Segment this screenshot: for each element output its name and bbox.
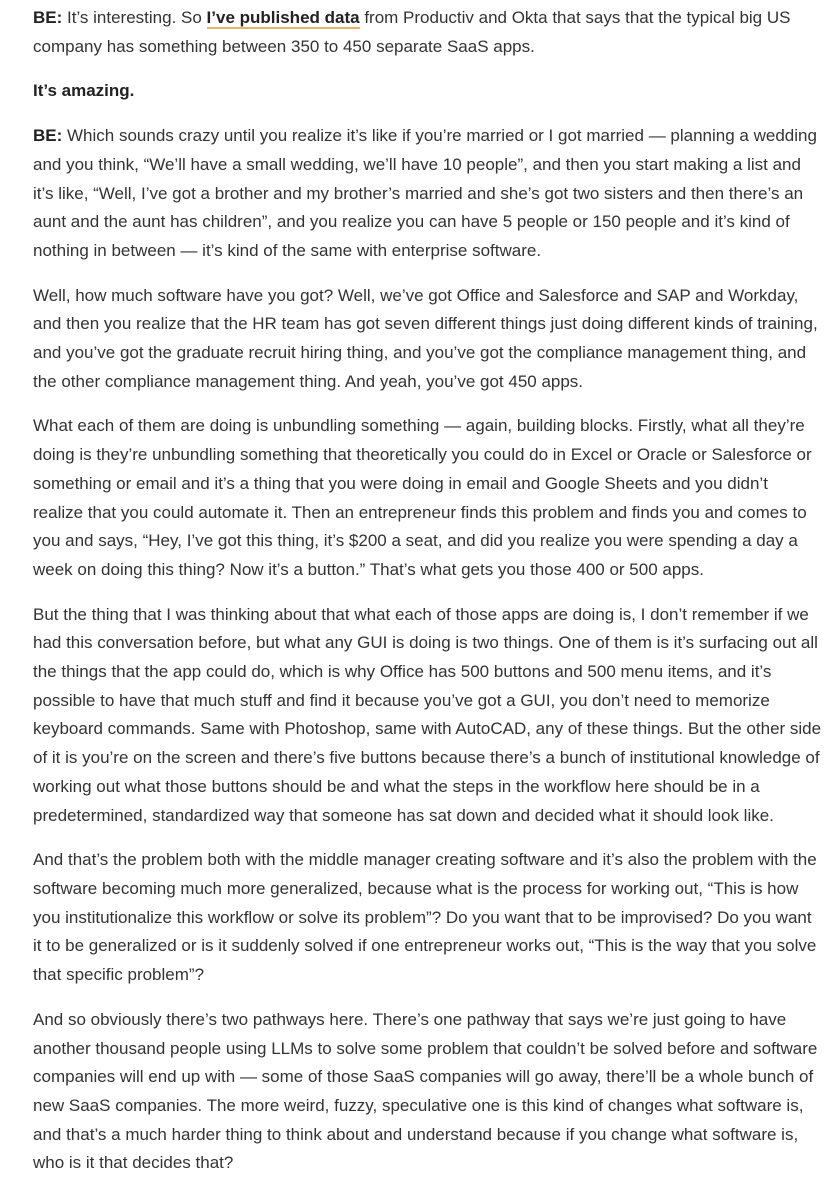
paragraph-text: Which sounds crazy until you realize it’s like if you’re married or I got married — planning a wedding and you think, “We’ll have a small wedding, we’ll have 10 people”, and then you start making a list and it’s like, “Well, I’ve got a brother and my brother’s married and she’s got two sisters and then there’s an aunt and the aunt has children”, and you realize you can have 5 people or 150 people and it’s kind of nothing in between — it’s kind of the same with enterprise software. [33, 126, 817, 260]
paragraph-4: What each of them are doing is unbundling something — again, building blocks. Firstly, what all they’re doing is they’re unbundling something that theoretically you could do in Excel or Oracle or Salesforce or something or email and it’s a thing that you were doing in email and Google Sheets and you didn’t realize that you could automate it. Then an entrepreneur finds this problem and finds you and comes to you and says, “Hey, I’ve got this thing, it’s $200 a seat, and did you realize you were spending a day a week on doing this thing? Now it’s a button.” That’s what gets you those 400 or 500 apps. [33, 416, 812, 579]
paragraph-2 [33, 122, 822, 266]
speaker-label: BE: [33, 8, 63, 27]
paragraph-6: And that’s the problem both with the middle manager creating software and it’s also the problem with the software becoming much more generalized, because what is the process for working out, “This is how you institutionalize this workflow or solve its problem”? Do you want that to be improvised? Do you want it to be generalized or is it suddenly solved if one entrepreneur works out, “This is the way that you solve that specific problem”? [33, 850, 817, 985]
published-data-link[interactable]: I’ve published data [206, 8, 360, 27]
paragraph-5: But the thing that I was thinking about that what each of those apps are doing is, I don’t remember if we had this conversation before, but what any GUI is doing is two things. One of them is it’s surfacing out all the things that the app could do, which is why Office has 500 buttons and 500 menu items, and it’s possible to have that much stuff and find it because you’ve got a GUI, you don’t need to memorize keyboard commands. Same with Photoshop, same with AutoCAD, any of these things. But the other side of it is you’re on the screen and there’s five buttons because there’s a bunch of institutional knowledge of working out what those buttons should be and what the steps in the workflow here should be in a predetermined, standardized way that someone has sat down and decided what it should look like. [33, 604, 822, 825]
paragraph-7: And so obviously there’s two pathways here. There’s one pathway that says we’re just going to have another thousand people using LLMs to solve some problem that couldn’t be solved before and software companies will end up with — some of those SaaS companies will go away, there’ll be a whole bunch of new SaaS companies. The more weird, fuzzy, speculative one is this kind of changes what software is, and that’s a much harder thing to think about and understand because if you change what software is, who is it that decides that? [33, 1009, 818, 1173]
paragraph-text: from Productiv and Okta that says that the typical big US company has something between 350 to 450 separate SaaS apps. [33, 8, 791, 56]
speaker-label: BE: [33, 126, 63, 146]
paragraph-1 [33, 4, 822, 61]
paragraph-3: Well, how much software have you got? Well, we’ve got Office and Salesforce and SAP and Workday, and then you realize that the HR team has got seven different things just doing different kinds of training, and you’ve got the graduate recruit hiring thing, and you’ve got the compliance management thing, and the other compliance management thing. And yeah, you’ve got 450 apps. [33, 285, 818, 391]
interviewer-question: It’s amazing. [33, 81, 135, 101]
paragraph-text: It’s interesting. So [62, 8, 207, 27]
